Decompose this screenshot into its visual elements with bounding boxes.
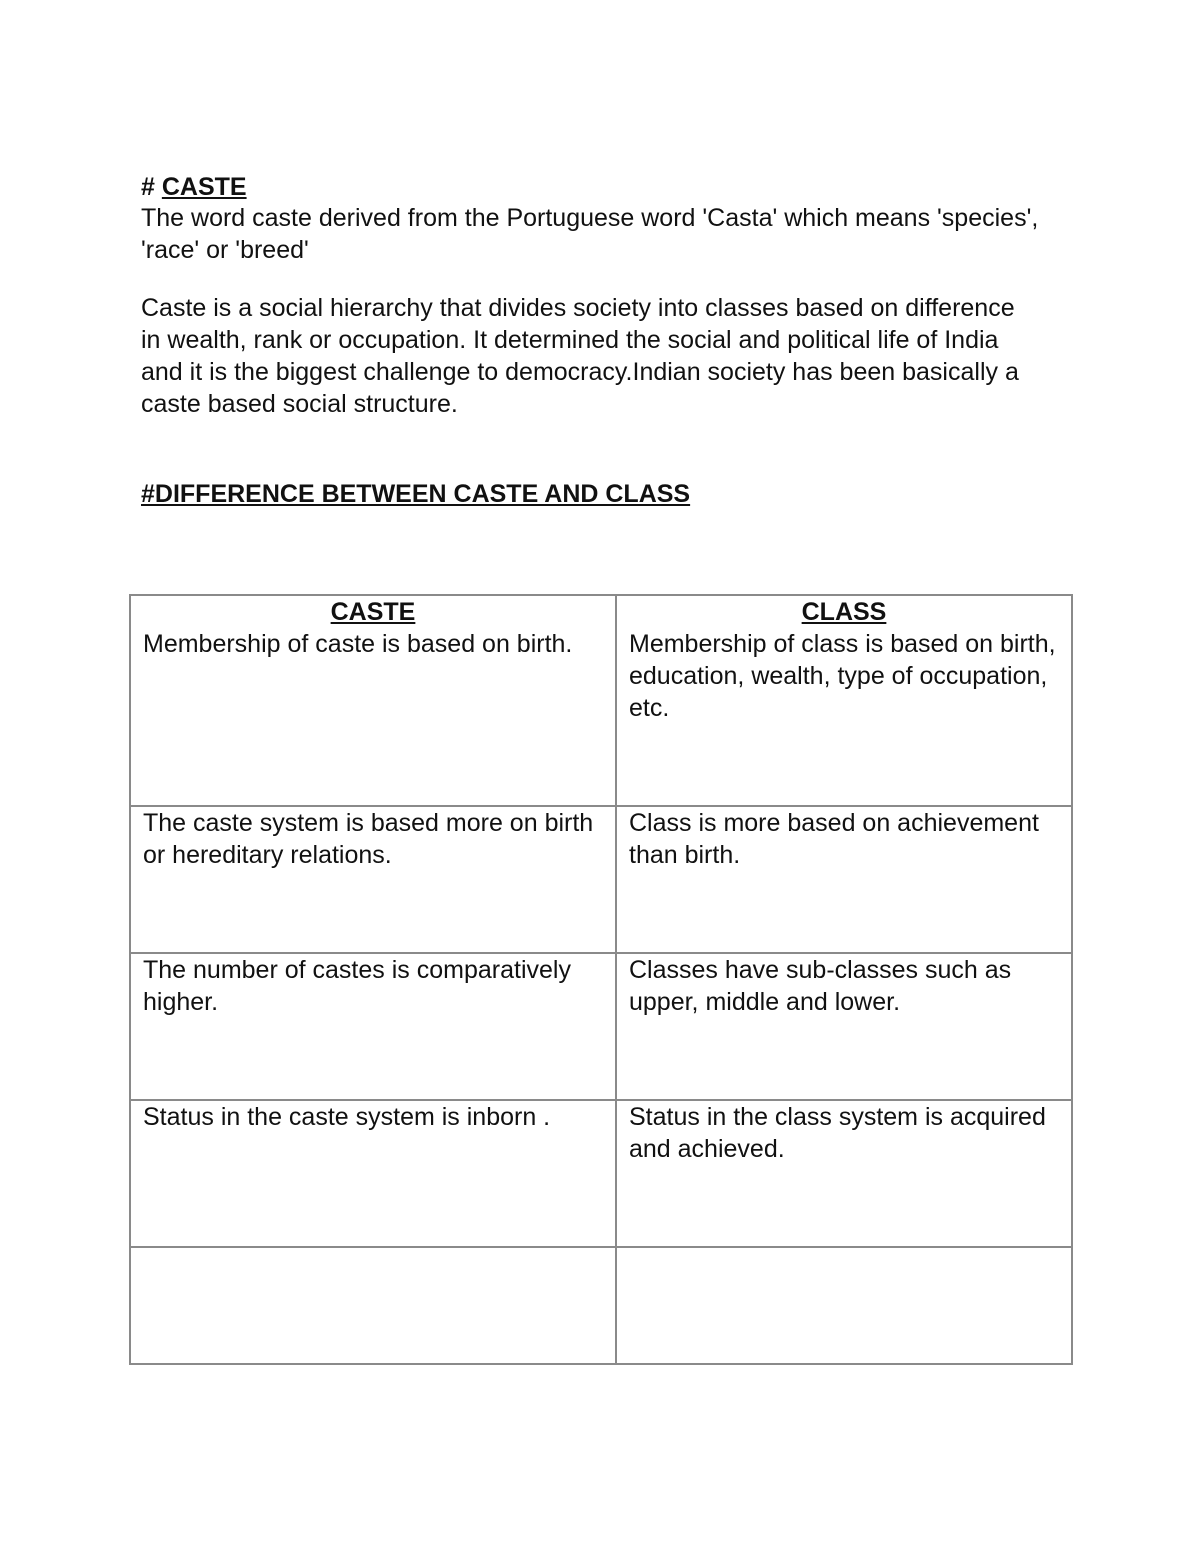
caste-heading <box>141 171 247 203</box>
table-cell-caste <box>130 1247 616 1364</box>
table-cell-class <box>616 1247 1072 1364</box>
table-row <box>130 953 1072 1100</box>
intro-paragraph: The word caste derived from the Portuguese word 'Casta' which means 'species', 'race' or 'breed' <box>141 204 1039 264</box>
cell-text: Class is more based on achievement than birth. <box>629 809 1039 869</box>
table-cell-caste <box>130 953 616 1100</box>
table-cell-class <box>616 1100 1072 1247</box>
difference-heading: #DIFFERENCE BETWEEN CASTE AND CLASS <box>141 480 691 508</box>
caste-heading-hash: # <box>141 173 162 201</box>
cell-text: Status in the caste system is inborn . <box>143 1103 551 1131</box>
definition-paragraph: Caste is a social hierarchy that divides society into classes based on difference in wealth, rank or occupation. It determined the social and political life of India and it is the biggest challenge to democracy.Indian society has been basically a caste based social structure. <box>141 294 1019 418</box>
comparison-table <box>129 594 1073 1365</box>
cell-text: Membership of caste is based on birth. <box>143 630 573 658</box>
table-row <box>130 595 1072 806</box>
column-title-class: CLASS <box>801 598 887 626</box>
cell-text: The number of castes is comparatively higher. <box>143 956 571 1016</box>
table-cell-caste <box>130 1100 616 1247</box>
table-cell-class <box>616 953 1072 1100</box>
cell-text: The caste system is based more on birth or hereditary relations. <box>143 809 594 869</box>
table-cell-caste <box>130 806 616 953</box>
cell-text: Status in the class system is acquired and achieved. <box>629 1103 1046 1163</box>
caste-heading-label: CASTE <box>161 173 247 201</box>
cell-text: Membership of class is based on birth, education, wealth, type of occupation, etc. <box>629 630 1056 722</box>
table-row <box>130 1247 1072 1364</box>
table-cell-class <box>616 595 1072 806</box>
table-row <box>130 806 1072 953</box>
cell-text: Classes have sub-classes such as upper, middle and lower. <box>629 956 1012 1016</box>
table-row <box>130 1100 1072 1247</box>
column-title-caste: CASTE <box>330 598 416 626</box>
table-cell-caste <box>130 595 616 806</box>
table-cell-class <box>616 806 1072 953</box>
